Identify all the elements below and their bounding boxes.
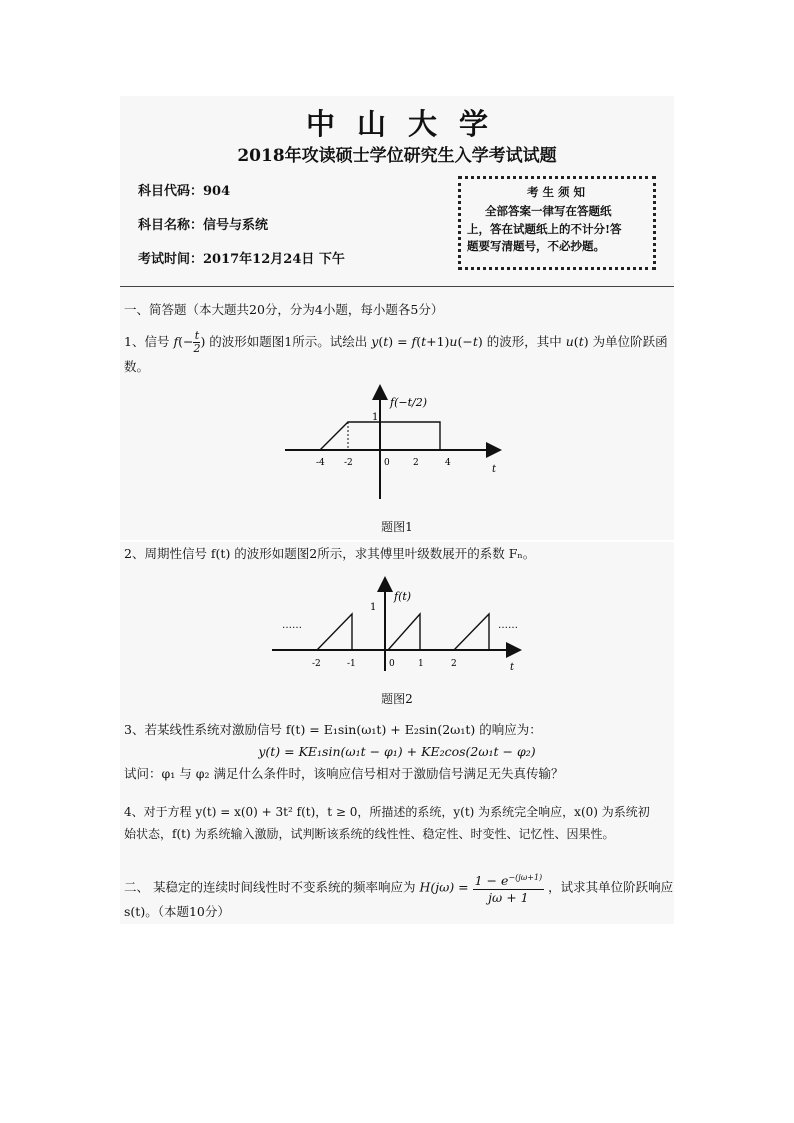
figure-2-diagram — [270, 576, 540, 686]
notice-title: 考生须知 — [527, 185, 589, 199]
section2-line-2: s(t)。（本题10分） — [124, 904, 230, 919]
question-3-line-1: 3、若某线性系统对激励信号 f(t) = E₁sin(ω₁t) + E₂sin(2ω₁t) 的响应为： — [124, 722, 542, 737]
q1-text-a: 1、信号 — [124, 334, 170, 349]
fig1-tick-neg4: -4 — [316, 458, 325, 468]
section2-fraction — [473, 870, 545, 906]
question-3-line-2: 试问：φ₁ 与 φ₂ 满足什么条件时，该响应信号相对于激励信号满足无失真传输？ — [124, 766, 564, 781]
exam-sheet — [120, 96, 674, 924]
header-divider — [120, 286, 674, 287]
candidate-notice — [458, 176, 656, 270]
figure-2-caption: 题图2 — [381, 692, 413, 706]
fig2-level-label: 1 — [370, 602, 377, 613]
figure-1-diagram — [280, 384, 540, 514]
fig2-sawtooth-3 — [454, 614, 489, 650]
fig1-signal-label: f(−t/2) — [390, 396, 427, 409]
subject-code: 科目代码：904 — [138, 184, 231, 199]
exam-title: 2018年攻读硕士学位研究生入学考试试题 — [237, 146, 557, 166]
notice-line-1: 全部答案一律写在答题纸 — [485, 204, 612, 218]
notice-line-2: 上，答在试题纸上的不计分!答 — [467, 222, 622, 236]
figure-1-caption: 题图1 — [381, 520, 413, 534]
question-3-equation: y(t) = KE₁sin(ω₁t − φ₁) + KE₂cos(2ω₁t − φ₂) — [258, 744, 536, 759]
fig1-level-label: 1 — [372, 412, 379, 423]
section2-denominator: jω + 1 — [488, 890, 529, 906]
fig1-tick-4: 4 — [445, 458, 451, 468]
fig2-dots-left: …… — [282, 620, 302, 631]
section2-text-a: 二、 某稳定的连续时间线性时不变系统的频率响应为 — [124, 879, 416, 895]
question-1-line-1: 1、信号 f(− $\frac{t}{2}$ ) 的波形如题图1所示。试绘出 y(t) = f(t+1)u(−t) 的波形，其中 u(t) 为单位阶跃函 — [124, 329, 668, 355]
subject-name: 科目名称：信号与系统 — [138, 218, 269, 233]
exam-time: 考试时间：2017年12月24日 下午 — [138, 252, 345, 267]
section2-h-label: H(jω) = — [419, 879, 469, 895]
q1-text-d: 为单位阶跃函 — [592, 334, 668, 349]
scan-seam — [120, 540, 674, 542]
q1-fraction: $\frac{t}{2}$ — [193, 329, 201, 355]
fig2-tick-1: 1 — [418, 659, 424, 669]
fig2-dots-right: …… — [498, 620, 518, 631]
fig1-tick-2: 2 — [413, 458, 419, 468]
fig1-axis-t: t — [492, 464, 497, 475]
question-1-line-2: 数。 — [124, 359, 150, 374]
question-4-line-2: 始状态，f(t) 为系统输入激励，试判断该系统的线性性、稳定性、时变性、记忆性、因果性。 — [124, 827, 615, 841]
fig2-axis-t: t — [510, 662, 515, 673]
question-2: 2、周期性信号 f(t) 的波形如题图2所示，求其傅里叶级数展开的系数 Fₙ。 — [124, 546, 536, 561]
q1-formula-f: f — [173, 334, 179, 349]
fig2-tick-0: 0 — [389, 659, 395, 669]
section2-numerator: $1 - e^{-(j\omega+1)}$ — [473, 870, 545, 890]
fig2-sawtooth-2 — [388, 614, 420, 650]
fig1-tick-neg2: -2 — [344, 458, 353, 468]
fig2-tick-2: 2 — [451, 659, 457, 669]
q1-formula-y: y — [371, 334, 379, 349]
fig2-signal-label: f(t) — [394, 590, 412, 603]
section1-heading: 一、简答题（本大题共20分，分为4小题，每小题各5分） — [124, 302, 444, 317]
q1-formula-u: u — [565, 334, 574, 349]
notice-line-3: 题要写清题号，不必抄题。 — [467, 239, 605, 253]
fig2-tick-neg1: -1 — [347, 659, 356, 669]
fig1-tick-0: 0 — [384, 458, 390, 468]
section2-text-b: ，试求其单位阶跃响应 — [548, 879, 674, 895]
fig2-tick-neg2: -2 — [312, 659, 321, 669]
question-4-line-1: 4、对于方程 y(t) = x(0) + 3t² f(t)，t ≥ 0，所描述的系统，y(t) 为系统完全响应，x(0) 为系统初 — [124, 805, 650, 819]
q1-text-c: 的波形，其中 — [486, 334, 562, 349]
section2-line-1 — [124, 870, 673, 906]
q1-text-b: 的波形如题图1所示。试绘出 — [209, 334, 368, 349]
fig2-sawtooth-1 — [317, 614, 352, 650]
university-name: 中山大学 — [305, 107, 510, 141]
